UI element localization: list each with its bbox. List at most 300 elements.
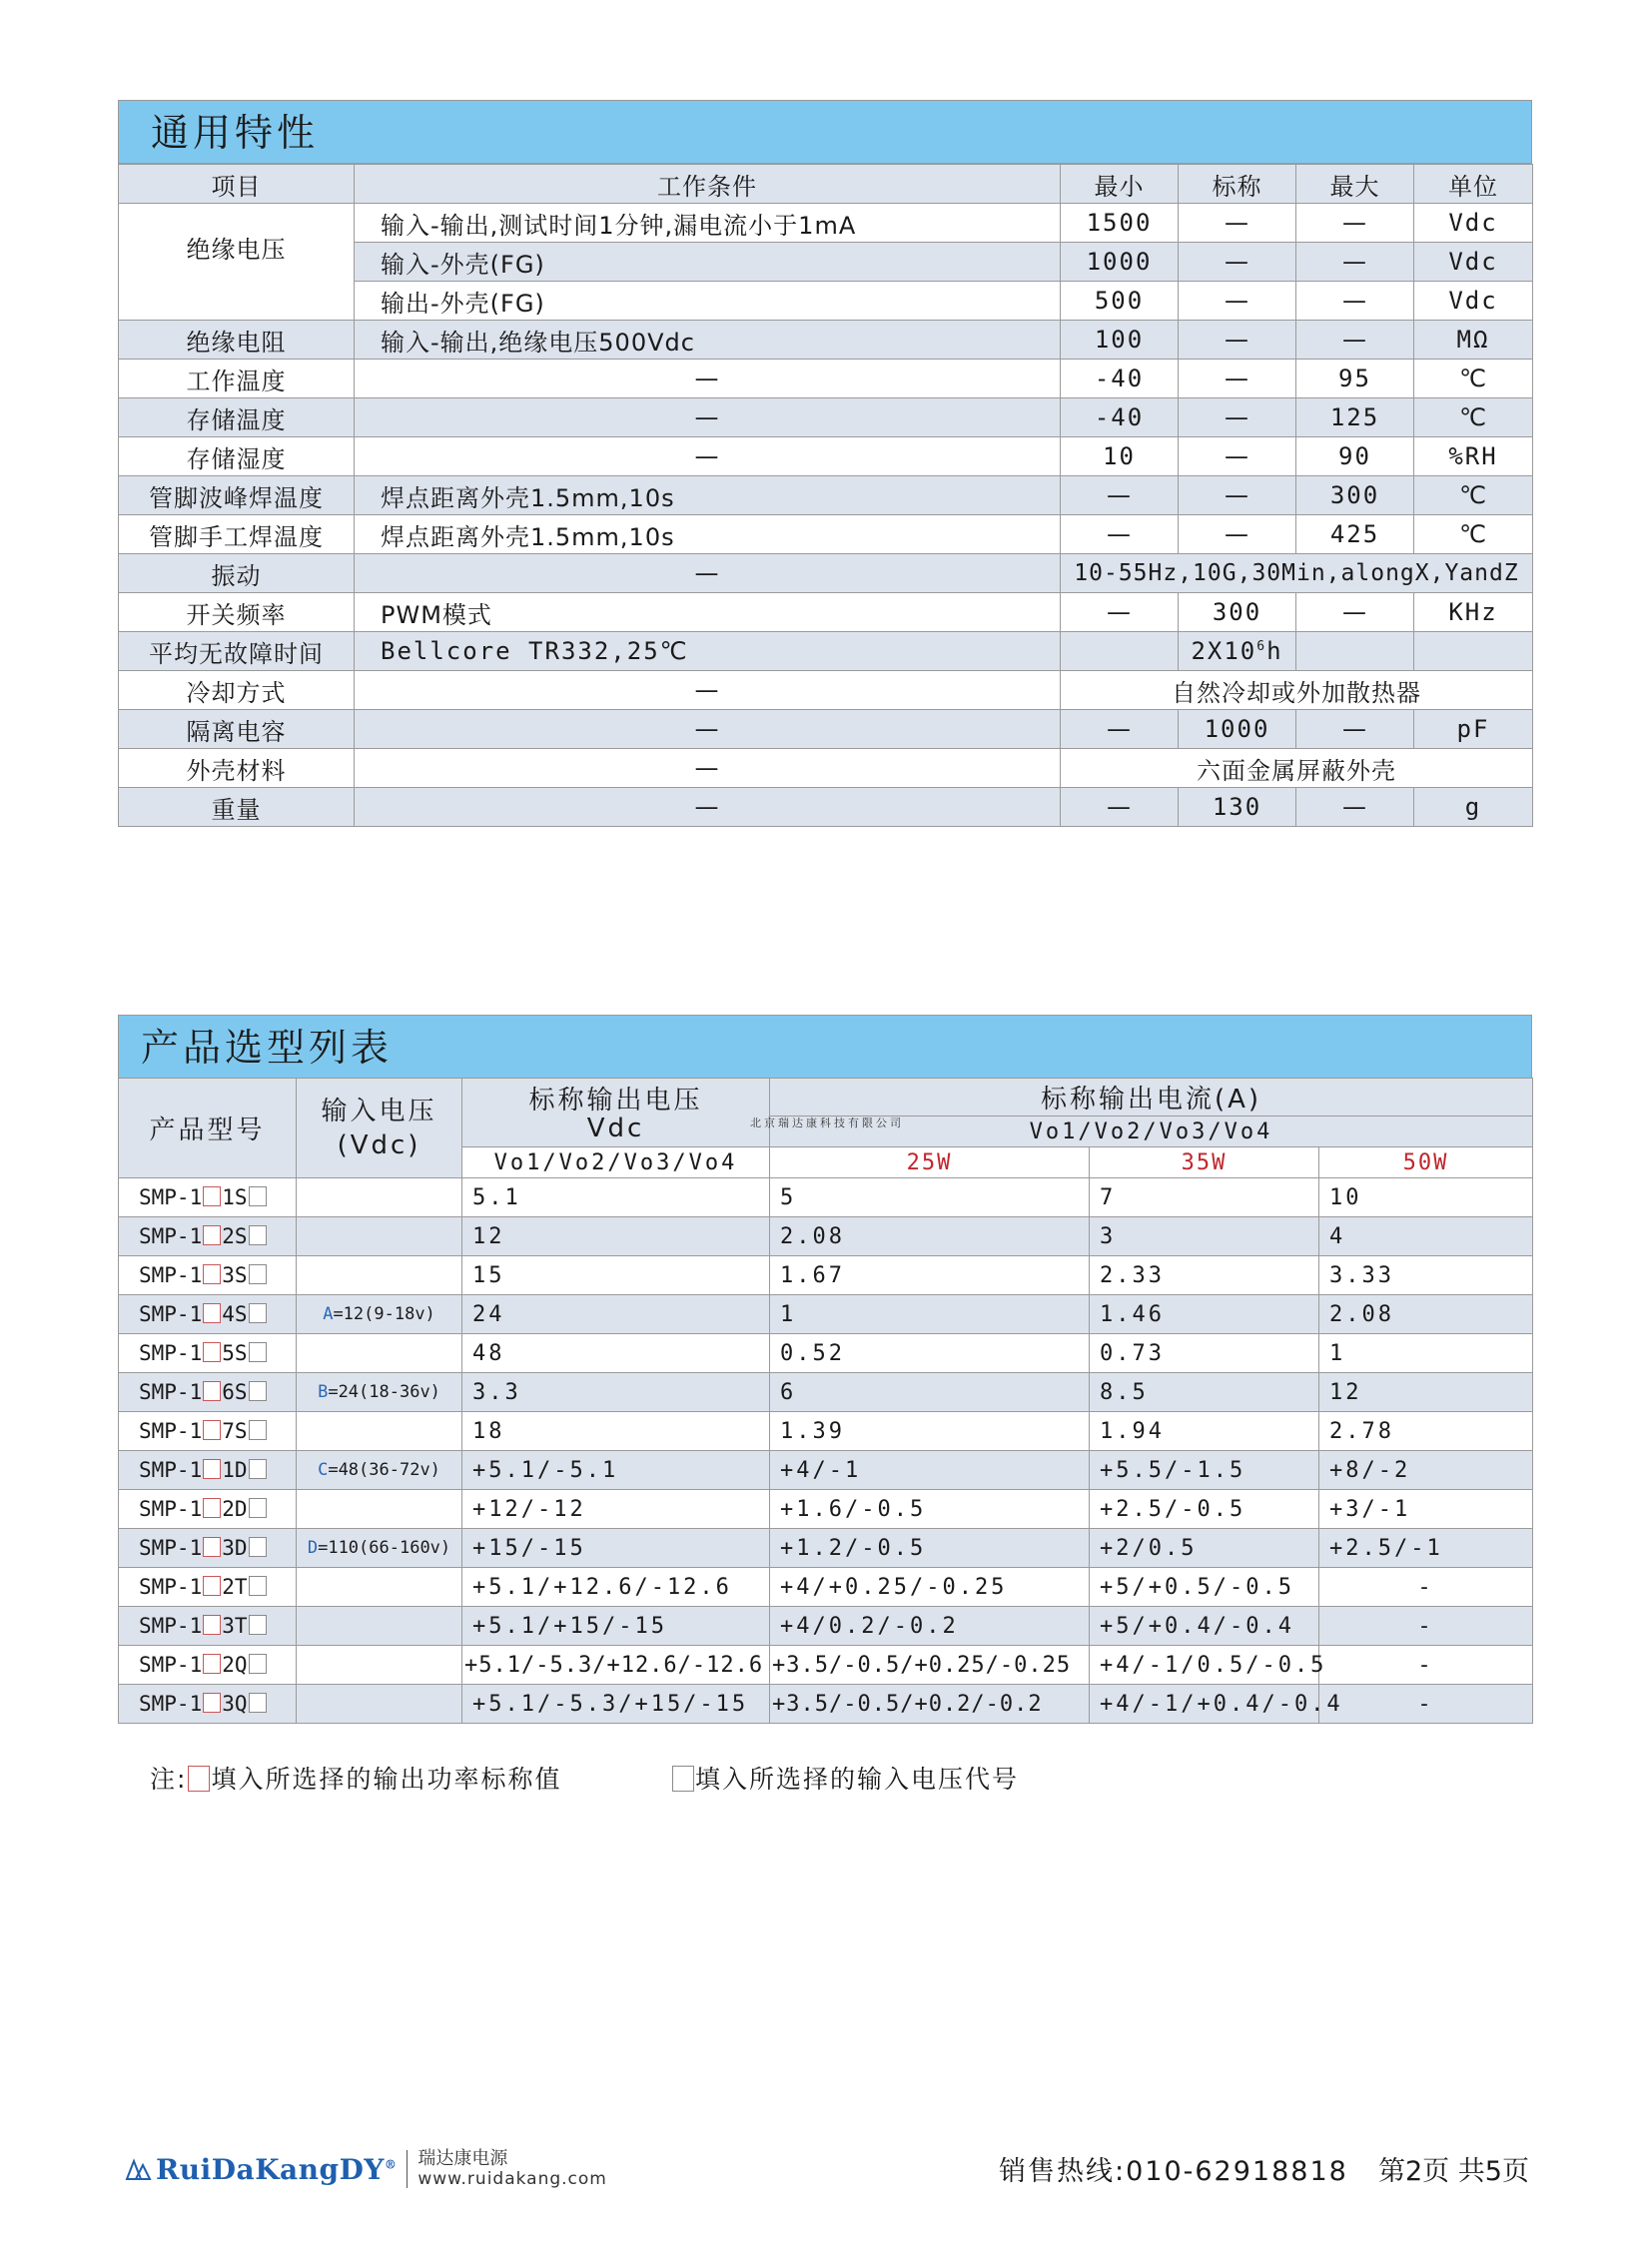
nom-cell: — [1179,321,1296,360]
power-placeholder-box-icon [188,1766,210,1792]
iout-cell-35w: +4/-1/0.5/-0.5 [1090,1646,1319,1685]
iout-cell-25w: +4/-1 [770,1451,1090,1490]
min-cell [1061,632,1179,671]
header-vin-label: 输入电压 [321,1096,437,1126]
voltage-placeholder-box-icon [249,1420,267,1440]
model-prefix: SMP-1 [139,1692,203,1716]
power-placeholder-box-icon [203,1459,221,1479]
iout-cell-25w: +3.5/-0.5/+0.2/-0.2 [770,1685,1090,1724]
power-placeholder-box-icon [203,1537,221,1557]
min-cell: -40 [1061,360,1179,398]
model-prefix: SMP-1 [139,1614,203,1638]
model-cell [119,1451,297,1490]
table-row [119,632,1533,671]
table-header-row [119,165,1533,204]
company-watermark: 北京瑞达康科技有限公司 [750,1117,904,1129]
iout-cell-35w: 1.94 [1090,1412,1319,1451]
table-row [119,1685,1533,1724]
iout-cell-25w: 1.39 [770,1412,1090,1451]
iout-cell-35w: +4/-1/+0.4/-0.4 [1090,1685,1319,1724]
nom-cell: 300 [1179,593,1296,632]
header-unit: 单位 [1414,165,1533,204]
max-cell: — [1296,243,1414,282]
iout-cell-50w: 2.08 [1319,1295,1533,1334]
vin-code-letter: C [318,1460,329,1480]
iout-cell-50w: 1 [1319,1334,1533,1373]
power-placeholder-box-icon [203,1498,221,1518]
table-row [119,398,1533,437]
model-cell [119,1529,297,1568]
note-text-voltage: 填入所选择的输入电压代号 [695,1765,1020,1794]
max-cell: 95 [1296,360,1414,398]
power-placeholder-box-icon [203,1342,221,1362]
unit-cell: Vdc [1414,243,1533,282]
model-code: 5S [222,1341,248,1365]
model-code: 3D [222,1536,248,1560]
model-prefix: SMP-1 [139,1185,203,1209]
model-cell [119,1646,297,1685]
iout-cell-50w: +2.5/-1 [1319,1529,1533,1568]
header-item: 项目 [119,165,355,204]
model-prefix: SMP-1 [139,1536,203,1560]
item-cell: 外壳材料 [119,749,355,788]
unit-cell: pF [1414,710,1533,749]
note-input-voltage [671,1760,1019,1796]
voltage-placeholder-box-icon [249,1342,267,1362]
condition-cell: 输入-输出,测试时间1分钟,漏电流小于1mA [355,204,1061,243]
mtbf-value [1179,632,1296,671]
model-cell [119,1412,297,1451]
section-title-general: 通用特性 [118,100,1532,164]
iout-cell-35w: 0.73 [1090,1334,1319,1373]
model-cell [119,1256,297,1295]
min-cell: — [1061,476,1179,515]
max-cell: — [1296,321,1414,360]
model-prefix: SMP-1 [139,1224,203,1248]
vout-cell: 5.1 [462,1178,770,1217]
min-cell: 500 [1061,282,1179,321]
vout-cell: +5.1/-5.1 [462,1451,770,1490]
header-vin-unit: (Vdc) [337,1129,421,1160]
power-placeholder-box-icon [203,1381,221,1401]
iout-cell-50w: 3.33 [1319,1256,1533,1295]
max-cell: — [1296,282,1414,321]
section-title-models: 产品选型列表 [118,1015,1532,1079]
table-row [119,1334,1533,1373]
brand-details [417,2149,607,2189]
unit-cell: MΩ [1414,321,1533,360]
vin-code-range: =24(18-36v) [328,1382,440,1402]
model-code: 1S [222,1185,248,1209]
model-prefix: SMP-1 [139,1653,203,1677]
header-50w: 50W [1319,1147,1533,1178]
vin-code-range: =110(66-160v) [318,1538,451,1558]
table-row [119,671,1533,710]
vin-code-range: =48(36-72v) [328,1460,440,1480]
model-code: 2Q [222,1653,248,1677]
table-header-row [119,1079,1533,1117]
table-row [119,710,1533,749]
iout-cell-50w: - [1319,1685,1533,1724]
iout-cell-35w: +2/0.5 [1090,1529,1319,1568]
unit-cell: %RH [1414,437,1533,476]
header-vout-unit: Vdc [586,1114,645,1143]
iout-cell-50w: +3/-1 [1319,1490,1533,1529]
power-placeholder-box-icon [203,1186,221,1206]
iout-cell-50w: - [1319,1607,1533,1646]
min-cell: -40 [1061,398,1179,437]
voltage-placeholder-box-icon [249,1693,267,1713]
condition-cell: PWM模式 [355,593,1061,632]
iout-cell-50w: 2.78 [1319,1412,1533,1451]
condition-cell: 输入-输出,绝缘电压500Vdc [355,321,1061,360]
unit-cell: ℃ [1414,476,1533,515]
model-prefix: SMP-1 [139,1341,203,1365]
power-placeholder-box-icon [203,1420,221,1440]
vout-cell: +5.1/-5.3/+15/-15 [462,1685,770,1724]
table-row [119,515,1533,554]
table-row [119,1529,1533,1568]
item-cell: 开关频率 [119,593,355,632]
voltage-placeholder-box-icon [249,1381,267,1401]
table-row [119,204,1533,243]
model-code: 4S [222,1302,248,1326]
nom-cell: — [1179,437,1296,476]
unit-cell: Vdc [1414,204,1533,243]
header-max: 最大 [1296,165,1414,204]
model-cell [119,1334,297,1373]
power-placeholder-box-icon [203,1693,221,1713]
model-prefix: SMP-1 [139,1302,203,1326]
nom-cell: — [1179,282,1296,321]
cooling-value: 自然冷却或外加散热器 [1061,671,1533,710]
iout-cell-25w: 2.08 [770,1217,1090,1256]
min-cell: — [1061,710,1179,749]
iout-cell-35w: 2.33 [1090,1256,1319,1295]
nom-cell: — [1179,360,1296,398]
mtbf-suffix: h [1266,637,1283,665]
brand-registered-mark: ® [384,2157,398,2172]
voltage-placeholder-box-icon [249,1459,267,1479]
model-code: 2D [222,1497,248,1521]
table-row [119,321,1533,360]
model-code: 2S [222,1224,248,1248]
item-cell: 重量 [119,788,355,827]
condition-cell: Bellcore TR332,25℃ [355,632,1061,671]
vin-cell [297,1334,462,1373]
iout-cell-35w: +5/+0.5/-0.5 [1090,1568,1319,1607]
item-cell: 管脚波峰焊温度 [119,476,355,515]
voltage-placeholder-box-icon [249,1537,267,1557]
table-row [119,1646,1533,1685]
mtbf-exponent: 6 [1256,639,1267,654]
nom-cell: — [1179,398,1296,437]
unit-cell: ℃ [1414,515,1533,554]
vin-cell [297,1607,462,1646]
condition-cell: — [355,710,1061,749]
vin-cell [297,1412,462,1451]
note-prefix: 注: [150,1765,188,1794]
voltage-placeholder-box-icon [249,1576,267,1596]
table-row [119,788,1533,827]
model-code: 1D [222,1458,248,1482]
vin-cell [297,1568,462,1607]
vin-cell [297,1490,462,1529]
iout-cell-50w: 12 [1319,1373,1533,1412]
model-prefix: SMP-1 [139,1497,203,1521]
voltage-placeholder-box-icon [249,1264,267,1284]
voltage-placeholder-box-icon [249,1654,267,1674]
iout-cell-25w: +1.6/-0.5 [770,1490,1090,1529]
power-placeholder-box-icon [203,1576,221,1596]
header-iout-label: 标称输出电流(A) [1040,1085,1262,1115]
min-cell: — [1061,593,1179,632]
condition-cell: — [355,398,1061,437]
unit-cell: KHz [1414,593,1533,632]
table-row [119,476,1533,515]
max-cell: 90 [1296,437,1414,476]
table-row [119,1568,1533,1607]
nom-cell: 130 [1179,788,1296,827]
model-cell [119,1607,297,1646]
vout-cell: +5.1/+15/-15 [462,1607,770,1646]
item-cell: 绝缘电阻 [119,321,355,360]
iout-cell-50w: - [1319,1568,1533,1607]
note-output-power [150,1760,561,1796]
model-cell [119,1373,297,1412]
min-cell: 100 [1061,321,1179,360]
header-iout [750,1079,1533,1129]
model-code: 7S [222,1419,248,1443]
model-code: 3S [222,1263,248,1287]
vout-cell: +12/-12 [462,1490,770,1529]
iout-cell-25w: 1 [770,1295,1090,1334]
iout-cell-35w: +2.5/-0.5 [1090,1490,1319,1529]
iout-cell-25w: 0.52 [770,1334,1090,1373]
table-row [119,1490,1533,1529]
brand-logo-icon [126,2157,152,2181]
vout-cell: +5.1/+12.6/-12.6 [462,1568,770,1607]
min-cell: — [1061,515,1179,554]
table-row [119,1373,1533,1412]
note-text-power: 填入所选择的输出功率标称值 [211,1765,562,1794]
nom-cell: — [1179,476,1296,515]
model-code: 2T [222,1575,248,1599]
condition-cell: — [355,749,1061,788]
model-code: 6S [222,1380,248,1404]
table-row [119,1178,1533,1217]
vin-cell [297,1451,462,1490]
vin-cell [297,1256,462,1295]
vin-cell [297,1646,462,1685]
power-placeholder-box-icon [203,1303,221,1323]
iout-cell-35w: 8.5 [1090,1373,1319,1412]
condition-cell: — [355,437,1061,476]
header-25w: 25W [770,1147,1090,1178]
unit-cell: g [1414,788,1533,827]
min-cell: 1500 [1061,204,1179,243]
unit-cell [1414,632,1533,671]
model-prefix: SMP-1 [139,1380,203,1404]
vout-cell: 18 [462,1412,770,1451]
iout-cell-25w: +4/+0.25/-0.25 [770,1568,1090,1607]
unit-cell: Vdc [1414,282,1533,321]
header-nom: 标称 [1179,165,1296,204]
item-cell: 振动 [119,554,355,593]
table-row [119,1295,1533,1334]
voltage-placeholder-box-icon [249,1303,267,1323]
model-cell [119,1490,297,1529]
power-placeholder-box-icon [203,1654,221,1674]
vin-cell [297,1217,462,1256]
page-indicator: 第2页 共5页 [1378,2156,1529,2187]
iout-cell-50w: 10 [1319,1178,1533,1217]
header-vout-sub: Vo1/Vo2/Vo3/Vo4 [462,1147,770,1178]
item-cell: 平均无故障时间 [119,632,355,671]
power-placeholder-box-icon [203,1264,221,1284]
brand-chinese-name: 瑞达康电源 [417,2148,508,2169]
sales-hotline: 销售热线:010-62918818 [999,2156,1348,2187]
model-selection-table [118,1078,1533,1724]
header-35w: 35W [1090,1147,1319,1178]
model-cell [119,1178,297,1217]
table-row [119,437,1533,476]
iout-cell-25w: +1.2/-0.5 [770,1529,1090,1568]
case-material-value: 六面金属屏蔽外壳 [1061,749,1533,788]
condition-cell: 焊点距离外壳1.5mm,10s [355,476,1061,515]
vibration-value: 10-55Hz,10G,30Min,alongX,YandZ [1061,554,1533,593]
nom-cell: — [1179,515,1296,554]
table-row [119,554,1533,593]
brand-text: RuiDaKangDY [156,2152,385,2186]
vout-cell: 12 [462,1217,770,1256]
table-row [119,360,1533,398]
vin-code-letter: D [307,1538,319,1558]
vout-cell: 48 [462,1334,770,1373]
nom-cell: — [1179,243,1296,282]
model-cell [119,1568,297,1607]
min-cell: 10 [1061,437,1179,476]
mtbf-base: 2X10 [1191,637,1257,665]
min-cell: 1000 [1061,243,1179,282]
header-vout [462,1079,770,1147]
max-cell: — [1296,593,1414,632]
iout-cell-50w: 4 [1319,1217,1533,1256]
voltage-placeholder-box-icon [249,1615,267,1635]
item-cell: 存储湿度 [119,437,355,476]
condition-cell: — [355,554,1061,593]
max-cell: — [1296,710,1414,749]
item-cell: 工作温度 [119,360,355,398]
unit-cell: ℃ [1414,398,1533,437]
vin-cell [297,1373,462,1412]
item-cell: 冷却方式 [119,671,355,710]
table-row [119,593,1533,632]
iout-cell-35w: 1.46 [1090,1295,1319,1334]
table-row [119,1256,1533,1295]
nom-cell: — [1179,204,1296,243]
max-cell: 425 [1296,515,1414,554]
vin-cell [297,1178,462,1217]
model-code: 3T [222,1614,248,1638]
nom-cell: 1000 [1179,710,1296,749]
voltage-placeholder-box-icon [249,1186,267,1206]
vout-cell: 15 [462,1256,770,1295]
condition-cell: — [355,360,1061,398]
iout-cell-50w: - [1319,1646,1533,1685]
unit-cell: ℃ [1414,360,1533,398]
model-code: 3Q [222,1692,248,1716]
iout-cell-35w: 7 [1090,1178,1319,1217]
vin-code-range: =12(9-18v) [333,1304,435,1324]
header-vout-label: 标称输出电压 [528,1086,703,1116]
condition-cell: 输出-外壳(FG) [355,282,1061,321]
vin-code-letter: A [323,1304,334,1324]
vout-cell: 24 [462,1295,770,1334]
model-rows [119,1178,1533,1724]
model-cell [119,1217,297,1256]
max-cell: — [1296,788,1414,827]
vin-cell [297,1529,462,1568]
table-row [119,1607,1533,1646]
condition-cell: 焊点距离外壳1.5mm,10s [355,515,1061,554]
iout-cell-25w: 6 [770,1373,1090,1412]
max-cell [1296,632,1414,671]
table-row [119,1451,1533,1490]
item-cell: 存储温度 [119,398,355,437]
vin-code-letter: B [318,1382,329,1402]
voltage-placeholder-box-icon [672,1766,694,1792]
model-cell [119,1295,297,1334]
max-cell: 300 [1296,476,1414,515]
condition-cell: — [355,788,1061,827]
table-row [119,749,1533,788]
min-cell: — [1061,788,1179,827]
header-condition: 工作条件 [355,165,1061,204]
footer-logo [126,2149,607,2189]
website-link[interactable]: www.ruidakang.com [417,2169,607,2189]
max-cell: 125 [1296,398,1414,437]
vin-cell [297,1295,462,1334]
header-iout-sub: Vo1/Vo2/Vo3/Vo4 [770,1117,1533,1147]
voltage-placeholder-box-icon [249,1225,267,1245]
logo-divider [407,2150,408,2188]
table-row [119,1412,1533,1451]
iout-cell-25w: 1.67 [770,1256,1090,1295]
header-model: 产品型号 [119,1079,297,1178]
model-prefix: SMP-1 [139,1263,203,1287]
iout-cell-25w: +4/0.2/-0.2 [770,1607,1090,1646]
item-insulation-voltage: 绝缘电压 [119,204,355,321]
power-placeholder-box-icon [203,1615,221,1635]
vout-cell: 3.3 [462,1373,770,1412]
condition-cell: 输入-外壳(FG) [355,243,1061,282]
item-cell: 管脚手工焊温度 [119,515,355,554]
brand-name [156,2153,397,2186]
item-cell: 隔离电容 [119,710,355,749]
iout-cell-35w: 3 [1090,1217,1319,1256]
model-prefix: SMP-1 [139,1458,203,1482]
vout-cell: +15/-15 [462,1529,770,1568]
iout-cell-35w: +5/+0.4/-0.4 [1090,1607,1319,1646]
table-row [119,1217,1533,1256]
iout-cell-25w: 5 [770,1178,1090,1217]
power-placeholder-box-icon [203,1225,221,1245]
vout-cell: +5.1/-5.3/+12.6/-12.6 [462,1646,770,1685]
model-cell [119,1685,297,1724]
vin-cell [297,1685,462,1724]
model-prefix: SMP-1 [139,1419,203,1443]
